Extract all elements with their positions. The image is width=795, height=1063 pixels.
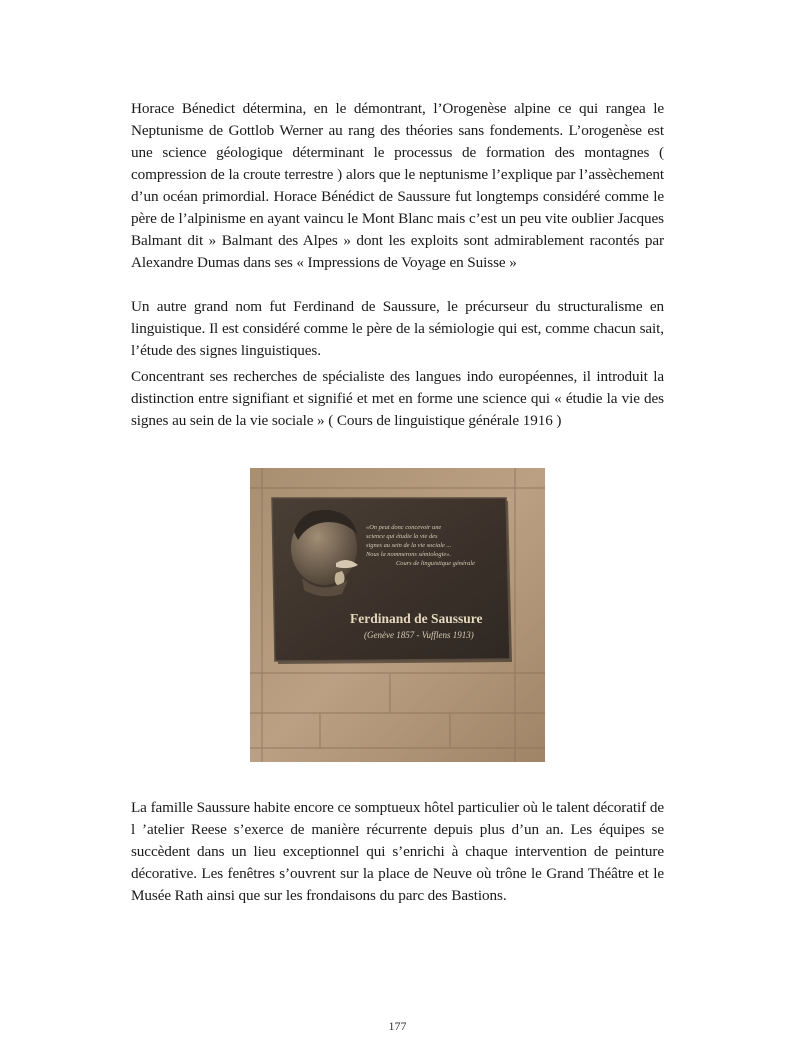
paragraph-orogenese: Horace Bénedict détermina, en le démontrant, l’Orogenèse alpine ce qui rangea le Neptunisme de Gottlob Werner au rang des théories sans fondements. L’orogenèse est une science géologique déterminant le processus de formation des montagnes ( compression de la croute terrestre ) alors que le neptunisme l’explique par l’assèchement d’un océan primordial. Horace Bénédict de Saussure fut longtemps considéré comme le père de l’alpinisme en ayant vaincu le Mont Blanc mais c’est un peu vite oublier Jacques Balmant dit » Balmant des Alpes » dont les exploits sont admirablement racontés par Alexandre Dumas dans ses « Impressions de Voyage en Suisse » bbox=[131, 100, 664, 271]
paragraph-ferdinand: Un autre grand nom fut Ferdinand de Saussure, le précurseur du structuralisme en linguistique. Il est considéré comme le père de la sémiologie qui est, comme chacun sait, l’étude des signes linguistiques. bbox=[131, 298, 664, 359]
plaque-quote-line: «On peut donc concevoir une bbox=[366, 524, 442, 531]
page-number: 177 bbox=[388, 1019, 407, 1033]
plaque-quote-line: Nous la nommerons sémiologie». bbox=[366, 551, 451, 558]
plaque-quote-line: science qui étudie la vie des bbox=[366, 533, 438, 540]
saussure-plaque-photo bbox=[250, 468, 545, 762]
paragraph-famille-saussure: La famille Saussure habite encore ce somptueux hôtel particulier où le talent décoratif de l ’atelier Reese s’exerce de manière récurrente depuis plus d’un an. Les équipes se succèdent dans un lieu exceptionnel qui s’enrichi à chaque intervention de peinture décorative. Les fenêtres s’ouvrent sur la place de Neuve où trône le Grand Théâtre et le Musée Rath ainsi que sur les frondaisons du parc des Bastions. bbox=[131, 799, 664, 904]
plaque-dates: (Genève 1857 - Vufflens 1913) bbox=[364, 630, 474, 640]
plaque-quote-line: signes au sein de la vie sociale ... bbox=[366, 542, 452, 549]
paragraph-semiologie: Concentrant ses recherches de spécialiste des langues indo européennes, il introduit la distinction entre signifiant et signifié et met en forme une science qui « étudie la vie des signes au sein de la vie sociale » ( Cours de linguistique générale 1916 ) bbox=[131, 368, 664, 429]
plaque-name: Ferdinand de Saussure bbox=[350, 611, 483, 626]
plaque-photo-svg bbox=[250, 468, 545, 762]
plaque-quote-source: Cours de linguistique générale bbox=[396, 560, 475, 567]
